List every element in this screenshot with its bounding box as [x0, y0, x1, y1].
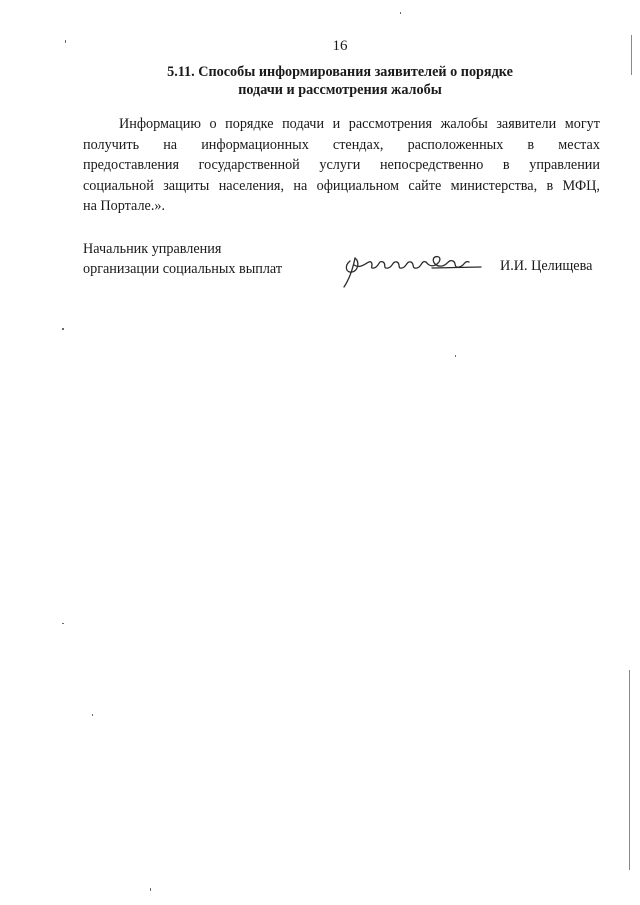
paragraph-line-4	[83, 176, 600, 197]
word: Информацию	[119, 116, 201, 132]
scan-speck	[62, 623, 64, 624]
word: в	[502, 157, 510, 173]
scan-edge	[631, 35, 632, 75]
word: министерства,	[450, 177, 538, 194]
page-number: 16	[332, 38, 348, 54]
word: управлении	[529, 157, 600, 173]
handwritten-signature	[336, 240, 486, 290]
signatory-position-line-1: Начальник управления	[83, 241, 222, 257]
word: жалобы	[440, 116, 488, 132]
word: государственной	[198, 157, 300, 173]
body-paragraph	[83, 114, 600, 217]
word: информационных	[201, 136, 309, 153]
word: МФЦ,	[562, 177, 600, 194]
section-heading	[120, 63, 560, 99]
word: и	[332, 116, 341, 132]
scan-speck	[62, 328, 64, 330]
word: на Портале.».	[83, 198, 166, 214]
word: подачи	[282, 116, 325, 132]
word: заявители	[496, 116, 557, 132]
word: защиты	[163, 177, 210, 194]
word: официальном	[316, 177, 400, 194]
signatory-position	[83, 239, 282, 279]
word: получить	[83, 136, 140, 153]
word: социальной	[83, 177, 154, 194]
word: рассмотрения	[348, 116, 433, 132]
signatory-position-line-2: организации социальных выплат	[83, 261, 283, 277]
paragraph-line-3	[83, 155, 600, 176]
word: могут	[564, 116, 600, 132]
scan-speck	[455, 355, 456, 357]
word: стендах,	[332, 136, 384, 153]
word: порядке	[225, 116, 274, 132]
scan-speck	[400, 12, 401, 14]
paragraph-line-2	[83, 135, 600, 156]
word: услуги	[319, 157, 361, 173]
section-heading-line-1: 5.11. Способы информирования заявителей о порядке	[167, 64, 513, 80]
word: населения,	[218, 177, 284, 194]
scan-speck	[150, 888, 151, 891]
word: местах	[558, 136, 600, 153]
signatory-name: И.И. Целищева	[500, 258, 593, 274]
word: на	[163, 136, 178, 153]
word: расположенных	[407, 136, 504, 153]
scan-edge	[629, 670, 630, 870]
word: непосредственно	[379, 157, 484, 173]
word: предоставления	[83, 157, 180, 173]
scan-speck	[65, 40, 66, 43]
section-heading-line-2: подачи и рассмотрения жалобы	[238, 82, 442, 98]
word: о	[209, 116, 217, 132]
paragraph-line-5	[83, 196, 600, 217]
scan-speck	[92, 714, 93, 716]
word: в	[546, 177, 554, 194]
word: на	[293, 177, 308, 194]
word: сайте	[408, 177, 442, 194]
paragraph-line-1	[83, 114, 600, 135]
word: в	[527, 136, 535, 153]
